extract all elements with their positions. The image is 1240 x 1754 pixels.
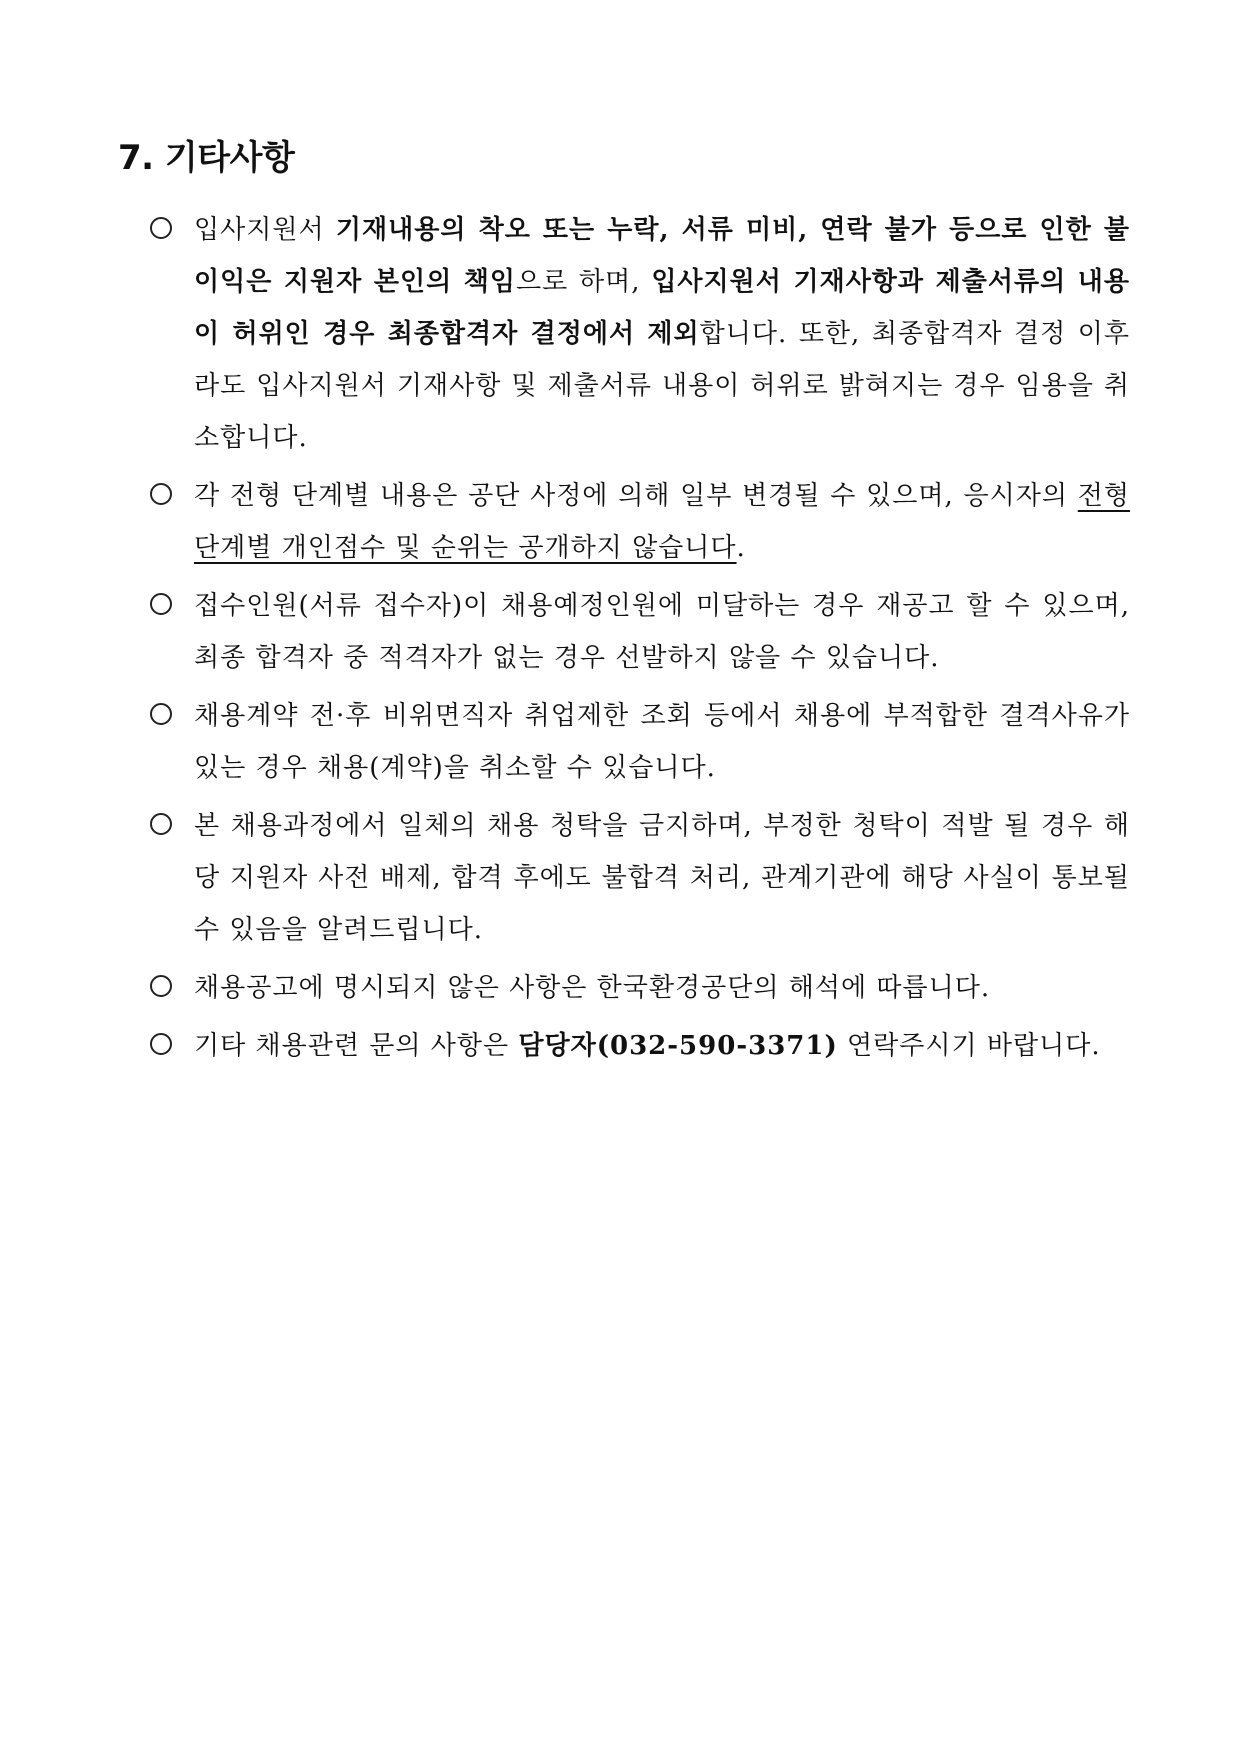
contact-phone: 담당자(032-590-3371) <box>518 1031 838 1061</box>
circle-bullet-icon <box>150 975 172 997</box>
notice-list <box>150 204 1130 1078</box>
list-item <box>150 1020 1130 1072</box>
item-text: 입사지원서 <box>194 215 336 245</box>
circle-bullet-icon <box>150 593 172 615</box>
list-item <box>150 962 1130 1014</box>
item-text: 채용계약 전·후 비위면직자 취업제한 조회 등에서 채용에 부적합한 결격사유가 있는 경우 채용(계약)을 취소할 수 있습니다. <box>194 701 1130 783</box>
list-item <box>150 204 1130 464</box>
item-text: 으로 하며, <box>516 267 652 297</box>
item-text: 각 전형 단계별 내용은 공단 사정에 의해 일부 변경될 수 있으며, 응시자의 <box>194 481 1078 511</box>
item-text: 채용공고에 명시되지 않은 사항은 한국환경공단의 해석에 따릅니다. <box>194 973 991 1003</box>
item-text-bold: 기재내용의 착오 또는 누락, 서류 미비, 연락 불가 등으로 인한 불이익은 지원자 본인의 책임 <box>194 215 1130 297</box>
circle-bullet-icon <box>150 813 172 835</box>
circle-bullet-icon <box>150 483 172 505</box>
circle-bullet-icon <box>150 217 172 239</box>
item-text: 접수인원(서류 접수자)이 채용예정인원에 미달하는 경우 재공고 할 수 있으며, 최종 합격자 중 적격자가 없는 경우 선발하지 않을 수 있습니다. <box>194 591 1130 673</box>
item-text: 연락주시기 바랍니다. <box>837 1031 1101 1061</box>
list-item <box>150 470 1130 574</box>
item-text: . <box>736 533 746 563</box>
item-text-bold: 입사지원서 기재사항과 제출서류의 내용이 허위인 경우 최종합격자 결정에서 제외 <box>194 267 1130 349</box>
circle-bullet-icon <box>150 703 172 725</box>
circle-bullet-icon <box>150 1033 172 1055</box>
item-text: 본 채용과정에서 일체의 채용 청탁을 금지하며, 부정한 청탁이 적발 될 경우 해당 지원자 사전 배제, 합격 후에도 불합격 처리, 관계기관에 해당 사실이 통보될 수 있음을 알려드립니다. <box>194 811 1130 945</box>
item-text-underlined: 전형 단계별 개인점수 및 순위는 공개하지 않습니다 <box>194 481 1130 563</box>
section-title: 7. 기타사항 <box>118 138 295 178</box>
list-item <box>150 690 1130 794</box>
item-text: 기타 채용관련 문의 사항은 <box>194 1031 519 1061</box>
item-text: 합니다. 또한, 최종합격자 결정 이후라도 입사지원서 기재사항 및 제출서류 내용이 허위로 밝혀지는 경우 임용을 취소합니다. <box>194 319 1131 453</box>
list-item <box>150 800 1130 956</box>
list-item <box>150 580 1130 684</box>
